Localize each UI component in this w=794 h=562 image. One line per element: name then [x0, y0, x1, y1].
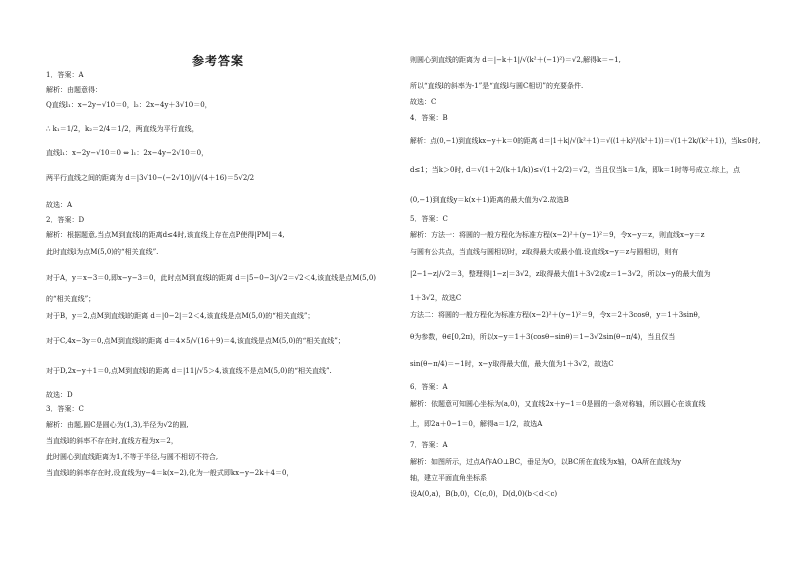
- answer-1-label: 1．答案：A: [46, 71, 84, 79]
- text-line: 直线l₁：x−2y−√10＝0 ⇔ l₁：2x−4y−2√10＝0，: [46, 149, 209, 157]
- text-line: 故选：A: [46, 201, 73, 209]
- text-line: Q直线l₁：x−2y−√10＝0，l₂：2x−4y＋3√10＝0，: [46, 101, 212, 109]
- text-line: 与圆有公共点，当直线与圆相切时，z取得最大或最小值.设直线x−y＝z与圆相切，则有: [410, 248, 679, 256]
- text-line: 两平行直线之间的距离为 d＝|3√10−(−2√10)|/√(4＋16)＝5√2/2: [46, 174, 255, 182]
- text-line: 上，即2a＋0−1＝0，解得a＝1/2，故选A: [410, 420, 543, 428]
- text-line: 方法二：将圆的一般方程化为标准方程(x−2)²＋(y−1)²＝9，令x＝2＋3cosθ，y＝1＋3sinθ，: [410, 311, 705, 319]
- text-line: 解析：如图所示，过点A作AO⊥BC，垂足为O，以BC所在直线为x轴，OA所在直线为y: [410, 458, 682, 466]
- text-line: 对于A，y＝x−3＝0,即x−y−3＝0，此时点M到直线l的距离 d＝|5−0−3|/√2＝√2＜4,该直线是点M(5,0): [46, 274, 377, 282]
- answer-5-label: 5．答案：C: [410, 215, 448, 223]
- text-line: d≤1；当k＞0时, d＝√(1＋2/(k＋1/k))≤√(1＋2/2)＝√2，当且仅当k＝1/k，即k＝1时等号成立.综上，点: [410, 166, 741, 174]
- text-line: 解析：点(0,−1)到直线kx−y＋k＝0的距离 d＝|1＋k|/√(k²＋1)＝√((1＋k)²/(k²＋1))＝√(1＋2k/(k²＋1))，当k≤0时,: [410, 137, 761, 145]
- text-line: 故选：D: [46, 391, 73, 399]
- text-line: 解析：方法一：将圆的一般方程化为标准方程(x−2)²＋(y−1)²＝9，令x−y＝z，则直线x−y＝z: [410, 231, 705, 239]
- text-line: 对于C,4x−3y＝0,点M到直线l的距离 d＝4×5/√(16＋9)＝4,该直线是点M(5,0)的“相关直线”；: [46, 337, 345, 345]
- text-line: 的“相关直线”；: [46, 295, 96, 303]
- text-line: 对于B，y＝2,点M到直线l的距离 d＝|0−2|＝2＜4,该直线是点M(5,0)的“相关直线”；: [46, 312, 315, 320]
- text-line: 所以“直线l的斜率为-1”是“直线l与圆C相切”的充要条件.: [410, 82, 584, 90]
- text-line: ∴ k₁＝1/2，k₂＝2/4＝1/2，两直线为平行直线，: [46, 125, 199, 133]
- text-line: 此时圆心到直线距离为1,不等于半径,与圆不相切不符合,: [46, 453, 219, 461]
- text-line: 解析：由题,圆C是圆心为(1,3),半径为√2的圆,: [46, 421, 189, 429]
- text-line: 此时直线l为点M(5,0)的“相关直线”.: [46, 248, 159, 256]
- text-line: 故选：C: [410, 98, 437, 106]
- text-line: 解析：由题意得：: [46, 86, 102, 94]
- text-line: 解析：根据题意,当点M到直线l的距离d≤4时,该直线上存在点P使得|PM|＝4,: [46, 231, 285, 239]
- answer-3-label: 3．答案：C: [46, 405, 84, 413]
- text-line: sin(θ−π/4)＝−1时，x−y取得最大值，最大值为1＋3√2，故选C: [410, 360, 614, 368]
- text-line: 则圆心到直线的距离为 d＝|−k＋1|/√(k²＋(−1)²)＝√2,解得k＝−1,: [410, 56, 621, 64]
- text-line: 设A(0,a)，B(b,0)，C(c,0)，D(d,0)(b＜d＜c): [410, 490, 558, 498]
- answer-6-label: 6．答案：A: [410, 383, 448, 391]
- page-title: 参考答案: [191, 54, 244, 68]
- answer-4-label: 4．答案：B: [410, 114, 448, 122]
- text-line: 解析：依题意可知圆心坐标为(a,0)，又直线2x＋y−1＝0是圆的一条对称轴，所以圆心在该直线: [410, 400, 706, 408]
- text-line: 1＋3√2，故选C: [410, 294, 462, 302]
- text-line: (0,−1)到直线y＝k(x＋1)距离的最大值为√2.故选B: [410, 196, 569, 204]
- text-line: 对于D,2x−y＋1＝0,点M到直线l的距离 d＝|11|/√5＞4,该直线不是点M(5,0)的“相关直线”.: [46, 367, 332, 375]
- text-line: 轴，建立平面直角坐标系: [410, 474, 487, 482]
- text-line: θ为参数，θ∈[0,2π)，所以x−y＝1＋3(cosθ−sinθ)＝1−3√2sin(θ−π/4)，当且仅当: [410, 333, 676, 341]
- answer-7-label: 7．答案：A: [410, 441, 448, 449]
- text-line: 当直线l的斜率存在时,设直线为y−4＝k(x−2),化为一般式即kx−y−2k＋4＝0，: [46, 469, 294, 477]
- text-line: |2−1−z|/√2＝3，整理得|1−z|＝3√2，z取得最大值1＋3√2或z＝1−3√2，所以x−y的最大值为: [410, 270, 711, 278]
- text-line: 当直线l的斜率不存在时,直线方程为x＝2，: [46, 437, 178, 445]
- answer-2-label: 2．答案：D: [46, 216, 85, 224]
